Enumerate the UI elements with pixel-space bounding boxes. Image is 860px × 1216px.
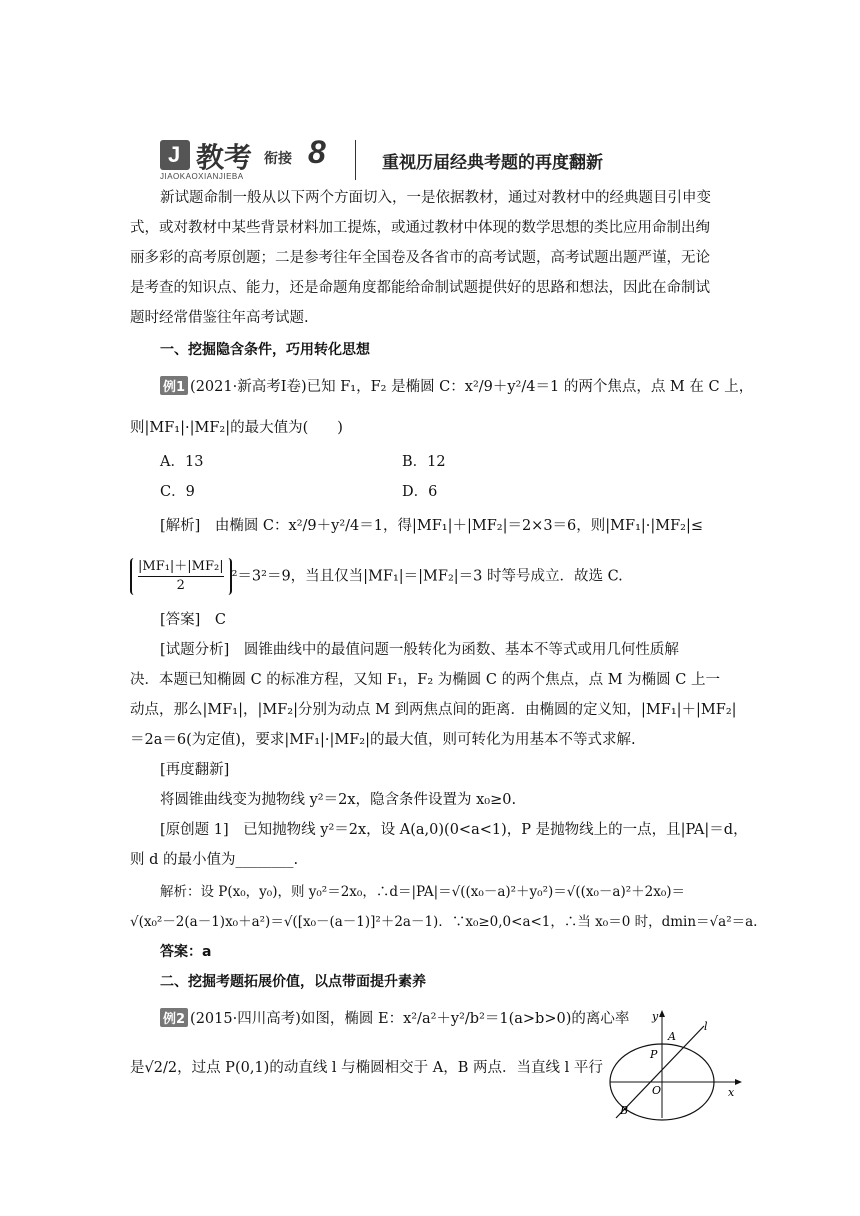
- analysis1-label: [解析]: [160, 518, 201, 534]
- option-a: A．13: [160, 454, 204, 470]
- original1-line2: 则 d 的最小值为________.: [130, 852, 299, 868]
- label-l: l: [704, 1020, 708, 1033]
- logo-icon: [160, 140, 190, 170]
- label-x: x: [728, 1086, 735, 1099]
- example2-badge: 例2: [160, 1008, 188, 1027]
- line-l: [616, 1026, 704, 1118]
- y-axis-arrow: [659, 1010, 665, 1017]
- test-analysis-line: 决．本题已知椭圆 C 的标准方程，又知 F₁，F₂ 为椭圆 C 的两个焦点，点 M 为椭圆 C 上一: [130, 672, 720, 688]
- example1-line2: 则|MF₁|·|MF₂|的最大值为( ): [130, 420, 343, 436]
- section1-title: 一、挖掘隐含条件，巧用转化思想: [160, 342, 370, 358]
- label-p: P: [650, 1048, 658, 1061]
- option-c: C．9: [160, 484, 195, 500]
- solution1-line2: √(x₀²－2(a－1)x₀＋a²)＝√([x₀－(a－1)]²＋2a－1)．∵x₀≥0,0<a<1，∴当 x₀＝0 时，dmin＝√a²＝a.: [130, 914, 758, 930]
- logo-sub-text: 衔接: [264, 151, 292, 167]
- analysis1-line1: [160, 516, 760, 536]
- test-analysis-label: [试题分析]: [160, 642, 230, 658]
- test-analysis-text: 圆锥曲线中的最值问题一般转化为函数、基本不等式或用几何性质解: [243, 642, 679, 658]
- section2-title: 二、挖掘考题拓展价值，以点带面提升素养: [160, 974, 426, 990]
- label-b: B: [620, 1104, 629, 1117]
- logo-pinyin: JIAOKAOXIANJIEBA: [160, 172, 244, 181]
- inequality-fraction: [130, 558, 232, 595]
- test-analysis-line: ＝2a＝6(为定值)，要求|MF₁|·|MF₂|的最大值，则可转化为用基本不等式求解.: [130, 732, 636, 748]
- example1-badge: 例1: [160, 376, 188, 395]
- label-a: A: [668, 1030, 676, 1043]
- option-b: B．12: [402, 454, 446, 470]
- example1-text: (2021·新高考Ⅰ卷)已知 F₁，F₂ 是椭圆 C：x²/9＋y²/4＝1 的两个焦点，点 M 在 C 上，: [190, 379, 754, 395]
- example2-line2: 是√2/2，过点 P(0,1)的动直线 l 与椭圆相交于 A，B 两点．当直线 l 平行: [130, 1060, 603, 1076]
- intro-line: 题时经常借鉴往年高考试题.: [130, 310, 309, 326]
- ellipse-figure: [604, 1010, 742, 1125]
- answer1-label: [答案]: [160, 612, 201, 628]
- intro-line: 丽多彩的高考原创题；二是参考往年全国卷及各省市的高考试题，高考试题出题严谨，无论: [130, 250, 710, 266]
- example2-line1: [160, 1008, 630, 1029]
- header-title: 重视历届经典考题的再度翻新: [382, 153, 603, 173]
- example1-line1: [160, 376, 760, 397]
- answer1-value: C: [214, 612, 226, 628]
- intro-line: 式，或对教材中某些背景材料加工提炼，或通过教材中体现的数学思想的类比应用命制出绚: [130, 220, 710, 236]
- analysis1-text: 由椭圆 C：x²/9＋y²/4＝1，得|MF₁|＋|MF₂|＝2×3＝6，则|MF₁|·|MF₂|≤: [214, 518, 704, 534]
- logo-main-text: 教考: [196, 141, 253, 174]
- label-y: y: [652, 1010, 659, 1023]
- header-divider: [355, 140, 356, 180]
- original1-line1: [160, 820, 760, 840]
- test-analysis-line1: [160, 640, 760, 660]
- section-header: [160, 134, 680, 186]
- logo-letter: J: [168, 142, 181, 167]
- intro-line: 是考查的知识点、能力，还是命题角度都能给命制试题提供好的思路和想法，因此在命制试: [130, 280, 710, 296]
- label-o: O: [652, 1084, 662, 1097]
- test-analysis-line: 动点，那么|MF₁|，|MF₂|分别为动点 M 到两焦点间的距离．由椭圆的定义知，|MF₁|＋|MF₂|: [130, 702, 737, 718]
- answer1: [160, 610, 760, 630]
- solution1-answer: 答案：a: [160, 944, 212, 960]
- solution1-line1: 解析：设 P(x₀，y₀)，则 y₀²＝2x₀，∴d＝|PA|＝√((x₀－a)²＋y₀²)＝√((x₀－a)²＋2x₀)＝: [160, 884, 686, 900]
- analysis1-text2: ²＝3²＝9，当且仅当|MF₁|＝|MF₂|＝3 时等号成立．故选 C.: [231, 568, 623, 585]
- logo-number: 8: [308, 134, 326, 170]
- fraction-numerator: |MF₁|＋|MF₂|: [138, 558, 224, 577]
- fraction-denominator: 2: [176, 578, 185, 593]
- original1-label: [原创题 1]: [160, 822, 229, 838]
- analysis1-line2: [130, 558, 730, 595]
- option-d: D．6: [402, 484, 438, 500]
- original1-text: 已知抛物线 y²＝2x，设 A(a,0)(0<a<1)，P 是抛物线上的一点，且|PA|＝d，: [243, 822, 748, 838]
- intro-line: 新试题命制一般从以下两个方面切入，一是依据教材，通过对教材中的经典题目引申变: [160, 190, 711, 206]
- renew-text: 将圆锥曲线变为抛物线 y²＝2x，隐含条件设置为 x₀≥0.: [160, 792, 517, 808]
- renew-label: [再度翻新]: [160, 762, 230, 778]
- example2-text: (2015·四川高考)如图，椭圆 E：x²/a²＋y²/b²＝1(a>b>0)的离心率: [190, 1011, 630, 1027]
- x-axis-arrow: [735, 1079, 742, 1085]
